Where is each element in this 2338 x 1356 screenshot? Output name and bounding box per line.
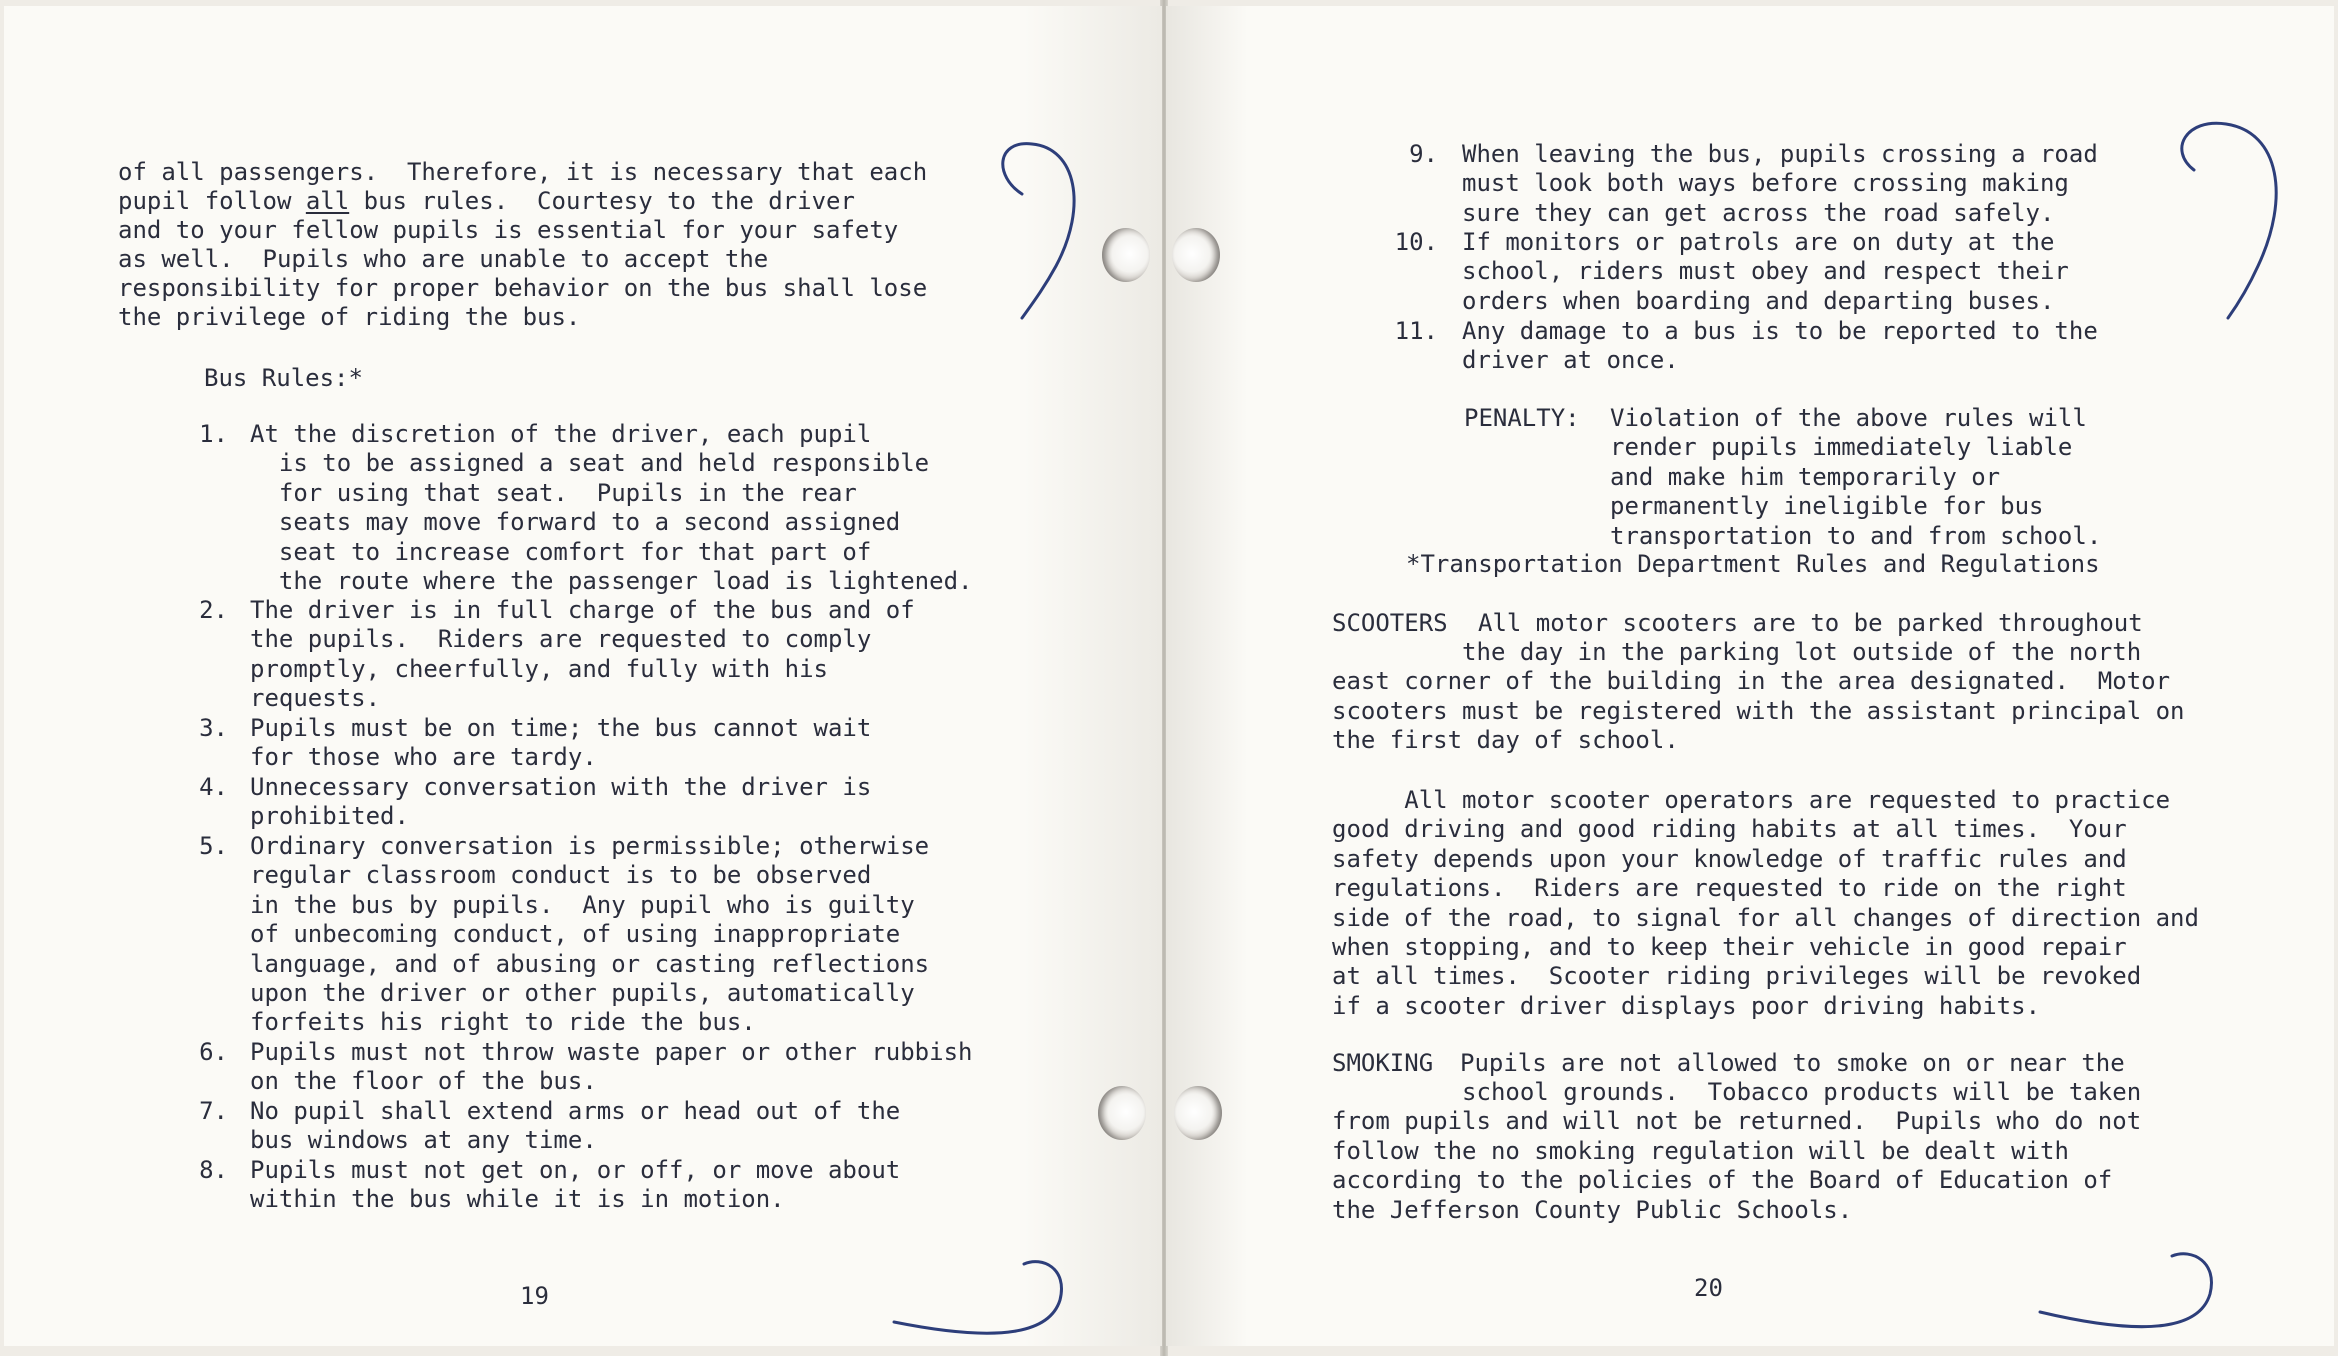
rule-number: 1. (199, 420, 228, 448)
page-number-20: 20 (1694, 1274, 1723, 1302)
intro-line-2 (118, 187, 855, 216)
intro-line-2-after: bus rules. Courtesy to the driver (349, 187, 855, 215)
scooter-safety-paragraph: All motor scooter operators are requested to practice good driving and good riding habits at all times. Your safety depends upon your knowledge of traffic rules and regulations. Riders are requested to ride on the right side of the road, to signal for all changes of direction and when stopping, and to keep their vehicle in good repair at all times. Scooter riding privileges will be revoked if a scooter driver displays poor driving habits. (1332, 786, 2199, 1020)
underlined-word-all: all (305, 187, 350, 215)
rule-number: 2. (199, 596, 228, 624)
rule-number: 6. (199, 1038, 228, 1066)
left-page (4, 6, 1162, 1346)
page-number-19: 19 (520, 1282, 549, 1310)
binder-hole-bottom-right (1174, 1086, 1222, 1140)
smoking-first-line: Pupils are not allowed to smoke on or near the (1460, 1049, 2125, 1077)
intro-line-3: and to your fellow pupils is essential for your safety (118, 216, 899, 244)
penalty-text: Violation of the above rules will render pupils immediately liable and make him temporarily or permanently ineligible for bus transportation to and from school. (1610, 404, 2102, 550)
rule-text: If monitors or patrols are on duty at the school, riders must obey and respect their orders when boarding and departing buses. (1462, 228, 2069, 315)
flourish-bottom-left-page (884, 1246, 1084, 1346)
binder-hole-bottom-left (1098, 1086, 1146, 1140)
rule-number: 4. (199, 773, 228, 801)
rule-number: 5. (199, 832, 228, 860)
rule-text: Unnecessary conversation with the driver is prohibited. (250, 773, 872, 831)
smoking-text: school grounds. Tobacco products will be taken from pupils and will not be returned. Pupils who do not follow the no smoking regulation will be dealt with according to the policies of the Board of Education of the Jefferson County Public Schools. (1332, 1078, 2142, 1224)
rule-number: 8. (199, 1156, 228, 1184)
rule-text: Ordinary conversation is permissible; otherwise regular classroom conduct is to be observed in the bus by pupils. Any pupil who is guilty of unbecoming conduct, of using inappropriate language, and of abusing or casting reflections upon the driver or other pupils, automatically forfeits his right to ride the bus. (250, 832, 930, 1037)
flourish-top-right-page (2166, 116, 2306, 336)
rule-number: 9. (1409, 140, 1438, 168)
rule-number: 11. (1394, 317, 1438, 345)
flourish-top-left-page (984, 136, 1094, 336)
smoking-label: SMOKING (1332, 1049, 1434, 1077)
right-page (1166, 6, 2334, 1346)
rule-text: When leaving the bus, pupils crossing a road must look both ways before crossing making sure they can get across the road safely. (1462, 140, 2098, 227)
rule-text: Pupils must be on time; the bus cannot wait for those who are tardy. (250, 714, 872, 772)
rule-number: 7. (199, 1097, 228, 1125)
rule-text: At the discretion of the driver, each pupil is to be assigned a seat and held responsible for using that seat. Pupils in the rear seats may move forward to a second assigned seat to increase comfort for that part of the route where the passenger load is lightened. (250, 420, 973, 596)
rule-number: 10. (1394, 228, 1438, 256)
rule-text: Pupils must not throw waste paper or other rubbish on the floor of the bus. (250, 1038, 973, 1096)
rule-text: Any damage to a bus is to be reported to the driver at once. (1462, 317, 2098, 375)
bus-rules-heading: Bus Rules:* (204, 364, 363, 392)
penalty-label: PENALTY: (1464, 404, 1580, 432)
scooters-label: SCOOTERS (1332, 609, 1448, 637)
intro-line-4: as well. Pupils who are unable to accept the (118, 245, 769, 273)
flourish-bottom-right-page (2026, 1238, 2226, 1346)
scooters-text: the day in the parking lot outside of the north east corner of the building in the area designated. Motor scooters must be registered with the assistant principal on the first day of school. (1332, 638, 2185, 755)
rule-text: Pupils must not get on, or off, or move about within the bus while it is in motion. (250, 1156, 901, 1214)
rule-text: No pupil shall extend arms or head out of the bus windows at any time. (250, 1097, 901, 1155)
intro-line-1: of all passengers. Therefore, it is necessary that each (118, 158, 928, 186)
rule-text: The driver is in full charge of the bus and of the pupils. Riders are requested to comply promptly, cheerfully, and fully with his requests. (250, 596, 915, 713)
binder-hole-top-right (1172, 228, 1220, 282)
intro-line-2-before: pupil follow (118, 187, 306, 215)
scooters-first-line: All motor scooters are to be parked throughout (1478, 609, 2143, 637)
rule-number: 3. (199, 714, 228, 742)
intro-line-5: responsibility for proper behavior on the bus shall lose (118, 274, 928, 302)
footnote: *Transportation Department Rules and Regulations (1406, 550, 2100, 578)
binder-hole-top-left (1102, 228, 1150, 282)
intro-line-6: the privilege of riding the bus. (118, 303, 581, 331)
